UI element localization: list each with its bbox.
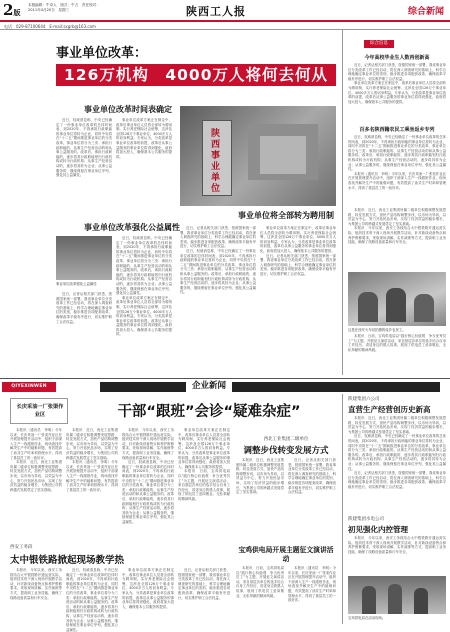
lead-headline: 126万机构 4000万人将何去何从 bbox=[56, 64, 336, 86]
lead-subhead-2: 事业单位改革强化公益属性 bbox=[84, 223, 180, 232]
sidebar-photo bbox=[348, 272, 446, 326]
ent-body-8: 近日，权威消息称，中央已经确定了一份事业单位改革的总体时间表，到2020年，不再承担行政职能的事业单位将转为企业，同时中央将在“十二五”期间推进事业单位的分类改革，事业单位将分为三类：承担行政职能的、从事生产经营活动的和从事公益服务的。改革后，承担行政职能的，逐步将其行政职能划归行政机构或转为行政机构；从事生产经营活动的，逐步将其转为企业；从事公益服务的，继续保留在事业单位序列，强化其公益属性。 bbox=[66, 568, 118, 632]
ent-kicker-2: 西北工业集团二级单位 bbox=[263, 437, 309, 442]
paper-name: 陕西工人报 bbox=[186, 5, 246, 18]
lead-body-col-2: 事业单位改革方案正在制定中，改革后事业单位人员将全部转为聘用制，实行养老保险社会统筹，这涉及全国126万个事业单位、4000多万人的切身利益。专家认为，分类改革是事业单位改革的前提，改革后从事公益服务的事业单位将得到强化，政府将加大投入，确保基本公共服务的提供。 bbox=[116, 118, 172, 159]
enterprise-header-bar bbox=[100, 382, 440, 392]
enterprise-headline: 干部“跟班”会诊“疑难杂症” bbox=[117, 404, 301, 420]
secondary-photo bbox=[56, 236, 112, 280]
right-photo-caption: 宝鸡供电局在活动现场。 bbox=[348, 616, 386, 620]
right-headline-2: 初见强化内控管理 bbox=[348, 525, 408, 534]
lead-body-col-1: 近日，权威消息称，中央已经确定了一份事业单位改革的总体时间表，到2020年，不再承担行政职能的事业单位将转为企业，同时中央将在“十二五”期间推进事业单位的分类改革，事业单位将分为三类：承担行政职能的、从事生产经营活动的和从事公益服务的。改革后，承担行政职能的，逐步将其行政职能划归行政机构或转为行政机构；从事生产经营活动的，逐步将其转为企业；从事公益服务的，继续保留在事业单位序列，强化其公益属性。 bbox=[56, 118, 112, 178]
sidebar-photo-caption: 这是在西安火车站拍摄的返乡农民工。 bbox=[348, 328, 406, 332]
ent-body-1: 本报讯（通讯员 李明）今年以来，长庆采油一厂张渠作业区在开展管理提升活动中，组织干部深入生产一线跟班作业，现场查找并解决生产中的疑难问题，有效提高了油井生产时率和管理水平，得到了基层员工的一致好评。 本报讯 近日，西北工业集团所属二级单位积极调整发展思路，转变发展方式，加快产品结构调整步伐，以市场为导向，以效益为中心，努力开拓民品市场，实现了经济效益的稳步增长，为集团公司的跨越式发展奠定了坚实基础。 bbox=[10, 428, 62, 492]
column-rule-lower bbox=[342, 394, 343, 624]
ent-body-10: 近日，记者从相关部门获悉，按照国家统一部署，我省事业单位分类改革工作已经启动，将在深入调查研究的基础上，科学合理地确定事业单位的类别，稳步推进各项配套改革，确保改革平稳有序进行，切实维护职工合法权益。 bbox=[178, 568, 230, 600]
lead-subhead-3: 事业单位将全部转为聘用制 bbox=[238, 211, 334, 220]
right-body-2: 本报讯 今年以来，西安工务段结合太中银铁路开通运营实际，组织技术骨干深入现场开展教学活动，针对新线设备特点和养护维修要求，采取现场讲解、实作演练等方式，提高职工业务技能，确保了线路设备质量和行车安全。 bbox=[348, 536, 446, 554]
quote-box: 长庆采油一厂张渠作业区 bbox=[10, 398, 68, 424]
masthead-meta: 本版编辑：牛卓人 版式：牛占 责任校对： 2011年4月20日 星期三 bbox=[28, 3, 100, 12]
right-kicker-2: 陕建集团水电公司 bbox=[348, 517, 384, 522]
section-divider bbox=[0, 378, 450, 379]
ent-body-11: 本报讯 日前，宝鸡供电局以“践行核心价值观 争当优秀员工”为主题，开展征文演讲活动，来自基层各单位的选手结合自身工作经历，讲述身边的感人故事，展现了供电员工爱岗敬业、无私奉献的精神风貌。 bbox=[236, 566, 284, 598]
lead-photo-sign: 陕西事业单位 bbox=[209, 128, 219, 194]
ent-body-3: 本报讯 今年以来，西安工务段结合太中银铁路开通运营实际，组织技术骨干深入现场开展教学活动，针对新线设备特点和养护维修要求，采取现场讲解、实作演练等方式，提高职工业务技能，确保了线路设备质量和行车安全。 近日，权威消息称，中央已经确定了一份事业单位改革的总体时间表，到2020年，不再承担行政职能的事业单位将转为企业，同时中央将在“十二五”期间推进事业单位的分类改革，事业单位将分为三类：承担行政职能的、从事生产经营活动的和从事公益服务的。改革后，承担行政职能的，逐步将其行政职能划归行政机构或转为行政机构；从事生产经营活动的，逐步将其转为企业；从事公益服务的，继续保留在事业单位序列，强化其公益属性。 bbox=[122, 428, 174, 524]
right-body-1: 本报讯 近日，西北工业集团所属二级单位积极调整发展思路，转变发展方式，加快产品结构调整步伐，以市场为导向，以效益为中心，努力开拓民品市场，实现了经济效益的稳步增长，为集团公司的跨越式发展奠定了坚实基础。 近日，权威消息称，中央已经确定了一份事业单位改革的总体时间表，到2020年，不再承担行政职能的事业单位将转为企业，同时中央将在“十二五”期间推进事业单位的分类改革，事业单位将分为三类：承担行政职能的、从事生产经营活动的和从事公益服务的。改革后，承担行政职能的，逐步将其行政职能划归行政机构或转为行政机构；从事生产经营活动的，逐步将其转为企业；从事公益服务的，继续保留在事业单位序列，强化其公益属性。 近日，记者从相关部门获悉，按照国家统一部署，我省事业单位分类改革工作已经启动，将在深入调查研究的基础上，科学合理地确定事业单位的类别，稳步推进各项配套改革，确保改革平稳有序进行，切实维护职工合法权益。 bbox=[348, 416, 446, 489]
enterprise-section-label: 企业新闻 bbox=[186, 380, 232, 393]
lead-body-col-6: 近日，权威消息称，中央已经确定了一份事业单位改革的总体时间表，到2020年，不再承担行政职能的事业单位将转为企业，同时中央将在“十二五”期间推进事业单位的分类改革，事业单位将分为三类：承担行政职能的、从事生产经营活动的和从事公益服务的。改革后，承担行政职能的，逐步将其行政职能划归行政机构或转为行政机构；从事生产经营活动的，逐步将其转为企业；从事公益服务的，继续保留在事业单位序列，强化其公益属性。 事业单位改革方案正在制定中，改革后事业单位人员将全部转为聘用制，实行养老保险社会统筹，这涉及全国126万个事业单位、4000多万人的切身利益。专家认为，分类改革是事业单位改革的前提，改革后从事公益服务的事业单位将得到强化，政府将加大投入，确保基本公共服务的提供。 bbox=[116, 236, 172, 337]
ent-body-12: 本报讯（通讯员 李明）今年以来，长庆采油一厂张渠作业区在开展管理提升活动中，组织干部深入生产一线跟班作业，现场查找并解决生产中的疑难问题，有效提高了油井生产时率和管理水平，得到了基层员工的一致好评。 bbox=[288, 566, 336, 603]
ent-body-7: 本报讯 今年以来，西安工务段结合太中银铁路开通运营实际，组织技术骨干深入现场开展教学活动，针对新线设备特点和养护维修要求，采取现场讲解、实作演练等方式，提高职工业务技能，确保了线路设备质量和行车安全。 bbox=[10, 568, 62, 600]
section-name: 综合新闻 bbox=[407, 7, 444, 17]
sidebar-body-2: 近日，权威消息称，中央已经确定了一份事业单位改革的总体时间表，到2020年，不再承担行政职能的事业单位将转为企业，同时中央将在“十二五”期间推进事业单位的分类改革，事业单位将分为三类：承担行政职能的、从事生产经营活动的和从事公益服务的。改革后，承担行政职能的，逐步将其行政职能划归行政机构或转为行政机构；从事生产经营活动的，逐步将其转为企业；从事公益服务的，继续保留在事业单位序列，强化其公益属性。 本报讯（通讯员 李明）今年以来，长庆采油一厂张渠作业区在开展管理提升活动中，组织干部深入生产一线跟班作业，现场查找并解决生产中的疑难问题，有效提高了油井生产时率和管理水平，得到了基层员工的一致好评。 bbox=[348, 135, 446, 190]
sidebar-headline-2: 百多名陕西籍农民工乘坐返乡专列 bbox=[359, 127, 435, 133]
column-rule bbox=[342, 30, 343, 375]
ent-body-6: 近日，记者从相关部门获悉，按照国家统一部署，我省事业单位分类改革工作已经启动，将在深入调查研究的基础上，科学合理地确定事业单位的类别，稳步推进各项配套改革，确保改革平稳有序进行，切实维护职工合法权益。 bbox=[288, 458, 336, 495]
contact-line: 电话：029-87100644 E-mail:sxgrb@163.com bbox=[0, 23, 450, 30]
right-kicker-1: 陕建集团六公司 bbox=[348, 397, 380, 402]
ent-body-4: 事业单位改革方案正在制定中，改革后事业单位人员将全部转为聘用制，实行养老保险社会统筹，这涉及全国126万个事业单位、4000多万人的切身利益。专家认为，分类改革是事业单位改革的前提，改革后从事公益服务的事业单位将得到强化，政府将加大投入，确保基本公共服务的提供。 本报讯 日前，宝鸡供电局以“践行核心价值观 争当优秀员工”为主题，开展征文演讲活动，来自基层各单位的选手结合自身工作经历，讲述身边的感人故事，展现了供电员工爱岗敬业、无私奉献的精神风貌。 bbox=[178, 428, 230, 501]
ent-body-9: 事业单位改革方案正在制定中，改革后事业单位人员将全部转为聘用制，实行养老保险社会统筹，这涉及全国126万个事业单位、4000多万人的切身利益。专家认为，分类改革是事业单位改革的前提，改革后从事公益服务的事业单位将得到强化，政府将加大投入，确保基本公共服务的提供。 bbox=[122, 568, 174, 609]
lead-body-col-5: 近日，记者从相关部门获悉，按照国家统一部署，我省事业单位分类改革工作已经启动，将在深入调查研究的基础上，科学合理地确定事业单位的类别，稳步推进各项配套改革，确保改革平稳有序进行，切实维护职工合法权益。 bbox=[56, 292, 112, 324]
qiye-label: QIYEXINWEN bbox=[2, 382, 56, 392]
ent-headline-2: 调整步伐转变发展方式 bbox=[243, 446, 329, 456]
secondary-photo-caption: 事业单位改革强化公益属性 bbox=[56, 282, 97, 286]
lead-subhead-1: 事业单位改革时间表确定 bbox=[84, 105, 172, 114]
ent-body-5: 本报讯 近日，西北工业集团所属二级单位积极调整发展思路，转变发展方式，加快产品结构调整步伐，以市场为导向，以效益为中心，努力开拓民品市场，实现了经济效益的稳步增长，为集团公司的跨越式发展奠定了坚实基础。 bbox=[236, 458, 284, 495]
lead-photo bbox=[180, 106, 336, 206]
sidebar-tag: 综合信息 bbox=[364, 40, 394, 48]
ent-headline-3: 太中银铁路掀起现场教学热 bbox=[10, 555, 125, 566]
sidebar-body-3: 本报讯 近日，西北工业集团所属二级单位积极调整发展思路，转变发展方式，加快产品结构调整步伐，以市场为导向，以效益为中心，努力开拓民品市场，实现了经济效益的稳步增长，为集团公司的跨越式发展奠定了坚实基础。 本报讯 今年以来，西安工务段结合太中银铁路开通运营实际，组织技术骨干深入现场开展教学活动，针对新线设备特点和养护维修要求，采取现场讲解、实作演练等方式，提高职工业务技能，确保了线路设备质量和行车安全。 bbox=[348, 208, 446, 245]
sidebar-headline-1: 今年高校毕业生人数再创新高 bbox=[364, 55, 430, 61]
right-photo bbox=[348, 576, 446, 614]
ent-kicker-3: 西安工务段 bbox=[10, 545, 33, 550]
sidebar-body-1: 近日，记者从相关部门获悉，按照国家统一部署，我省事业单位分类改革工作已经启动，将在深入调查研究的基础上，科学合理地确定事业单位的类别，稳步推进各项配套改革，确保改革平稳有序进行，切实维护职工合法权益。 事业单位改革方案正在制定中，改革后事业单位人员将全部转为聘用制，实行养老保险社会统筹，这涉及全国126万个事业单位、4000多万人的切身利益。专家认为，分类改革是事业单位改革的前提，改革后从事公益服务的事业单位将得到强化，政府将加大投入，确保基本公共服务的提供。 bbox=[348, 63, 446, 104]
ent-headline-4: 宝鸡供电局开展主题征文演讲活动 bbox=[238, 546, 334, 563]
lead-body-col-4: 事业单位改革方案正在制定中，改革后事业单位人员将全部转为聘用制，实行养老保险社会统筹，这涉及全国126万个事业单位、4000多万人的切身利益。专家认为，分类改革是事业单位改革的前提，改革后从事公益服务的事业单位将得到强化，政府将加大投入，确保基本公共服务的提供。 近日，记者从相关部门获悉，按照国家统一部署，我省事业单位分类改革工作已经启动，将在深入调查研究的基础上，科学合理地确定事业单位的类别，稳步推进各项配套改革，确保改革平稳有序进行，切实维护职工合法权益。 bbox=[260, 226, 336, 276]
page-number: 2版 bbox=[3, 1, 21, 19]
right-headline-1: 直营生产经营创历史新高 bbox=[348, 405, 431, 414]
lead-body-col-3: 近日，记者从相关部门获悉，按照国家统一部署，我省事业单位分类改革工作已经启动，将在深入调查研究的基础上，科学合理地确定事业单位的类别，稳步推进各项配套改革，确保改革平稳有序进行，切实维护职工合法权益。 近日，权威消息称，中央已经确定了一份事业单位改革的总体时间表，到2020年，不再承担行政职能的事业单位将转为企业，同时中央将在“十二五”期间推进事业单位的分类改革，事业单位将分为三类：承担行政职能的、从事生产经营活动的和从事公益服务的。改革后，承担行政职能的，逐步将其行政职能划归行政机构或转为行政机构；从事生产经营活动的，逐步将其转为企业；从事公益服务的，继续保留在事业单位序列，强化其公益属性。 bbox=[180, 226, 256, 295]
masthead bbox=[0, 0, 450, 22]
sidebar-body-4: 本报讯 日前，宝鸡供电局以“践行核心价值观 争当优秀员工”为主题，开展征文演讲活动，来自基层各单位的选手结合自身工作经历，讲述身边的感人故事，展现了供电员工爱岗敬业、无私奉献的精神风貌。 bbox=[348, 334, 446, 352]
lead-kicker: 事业单位改革： bbox=[56, 46, 148, 61]
ent-body-2: 本报讯 近日，西北工业集团所属二级单位积极调整发展思路，转变发展方式，加快产品结构调整步伐，以市场为导向，以效益为中心，努力开拓民品市场，实现了经济效益的稳步增长，为集团公司的跨越式发展奠定了坚实基础。 本报讯（通讯员 李明）今年以来，长庆采油一厂张渠作业区在开展管理提升活动中，组织干部深入生产一线跟班作业，现场查找并解决生产中的疑难问题，有效提高了油井生产时率和管理水平，得到了基层员工的一致好评。 bbox=[66, 428, 118, 492]
